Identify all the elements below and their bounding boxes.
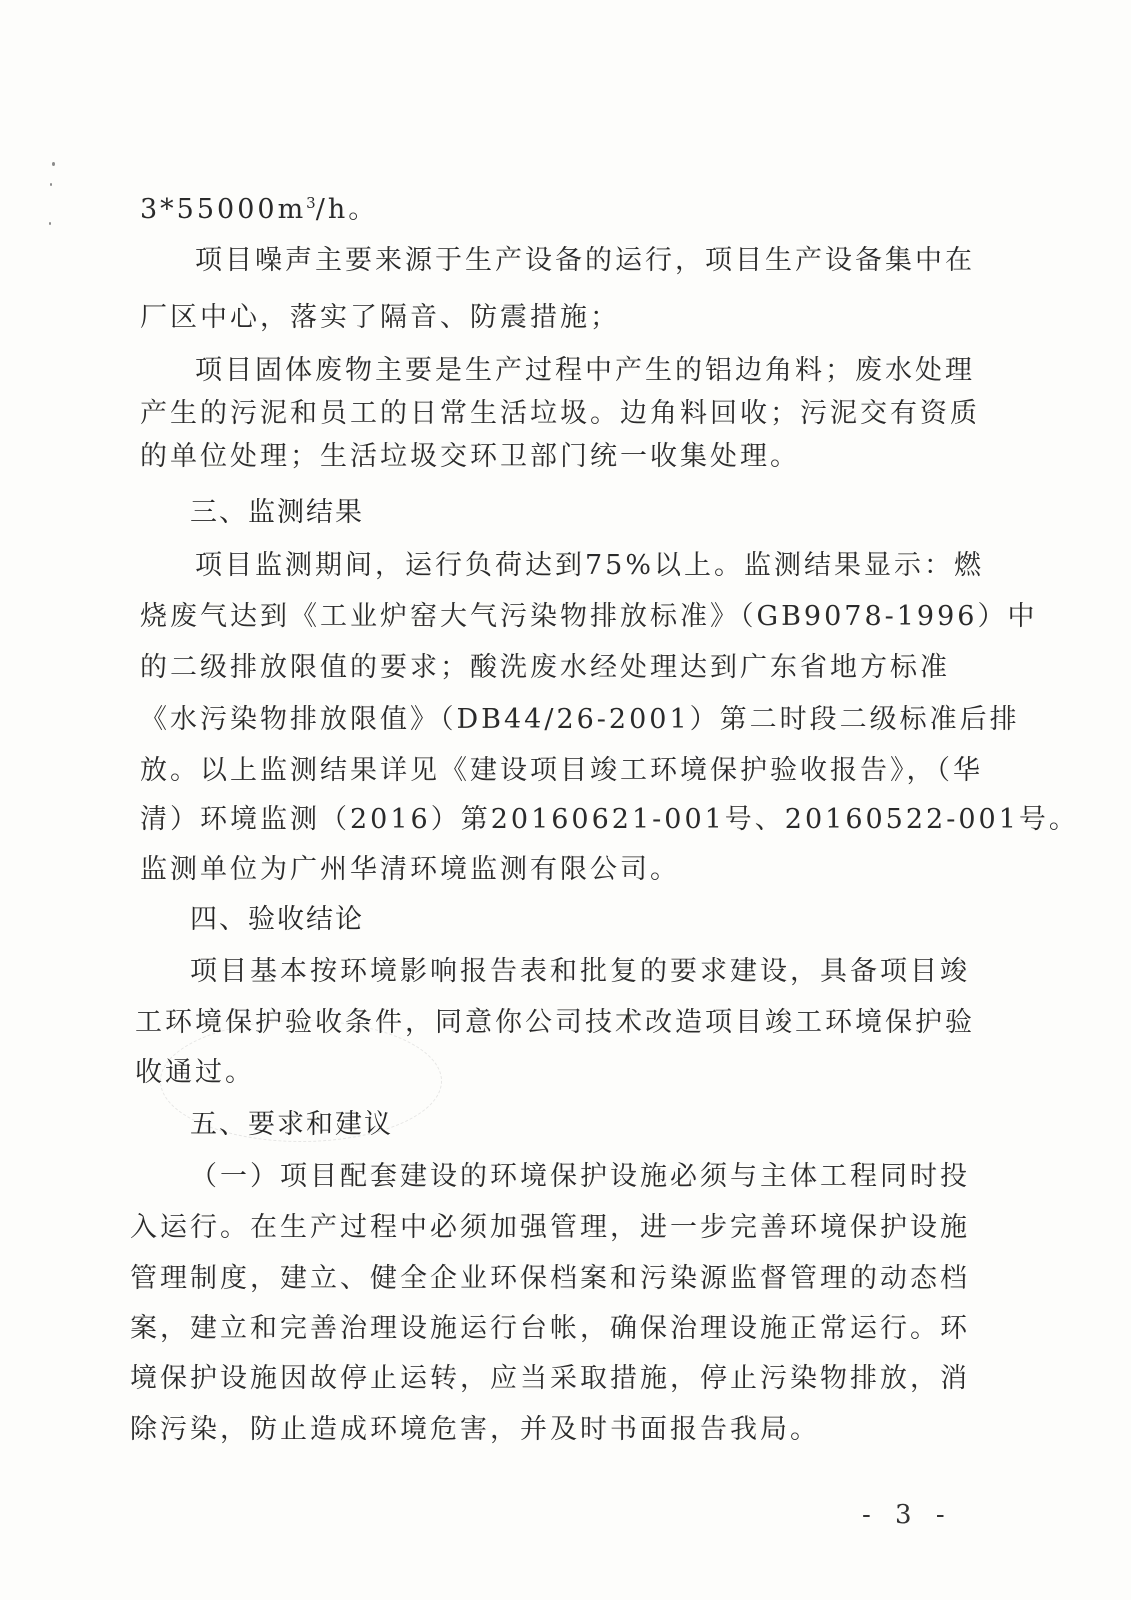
section-heading-acceptance-conclusion: 四、验收结论: [190, 904, 364, 935]
body-line: 烧废气达到《工业炉窑大气污染物排放标准》（GB9078-1996）中: [140, 601, 1038, 632]
body-line: 产生的污泥和员工的日常生活垃圾。边角料回收；污泥交有资质: [140, 398, 980, 429]
body-line: 《水污染物排放限值》（DB44/26-2001）第二时段二级标准后排: [140, 704, 1020, 735]
body-line: 入运行。在生产过程中必须加强管理，进一步完善环境保护设施: [130, 1212, 970, 1243]
body-line: 项目基本按环境影响报告表和批复的要求建设，具备项目竣: [190, 956, 970, 987]
body-line: 项目固体废物主要是生产过程中产生的铝边角料；废水处理: [195, 355, 975, 386]
section-heading-monitoring-results: 三、监测结果: [190, 497, 364, 528]
body-line: 境保护设施因故停止运转，应当采取措施，停止污染物排放，消: [130, 1363, 970, 1394]
body-line: （一）项目配套建设的环境保护设施必须与主体工程同时投: [190, 1161, 970, 1192]
body-line: 的单位处理；生活垃圾交环卫部门统一收集处理。: [140, 441, 800, 472]
section-heading-requirements: 五、要求和建议: [190, 1109, 393, 1140]
body-line: 工环境保护验收条件，同意你公司技术改造项目竣工环境保护验: [135, 1007, 975, 1038]
body-line: 放。以上监测结果详见《建设项目竣工环境保护验收报告》，（华: [140, 755, 983, 786]
body-line: 除污染，防止造成环境危害，并及时书面报告我局。: [130, 1414, 820, 1445]
scan-speck: [49, 222, 51, 225]
body-line: [140, 186, 940, 227]
page-number: - 3 -: [862, 1500, 953, 1530]
flow-rate-value: 3*55000m: [140, 194, 307, 225]
body-line: 案，建立和完善治理设施运行台帐，确保治理设施正常运行。环: [130, 1313, 970, 1344]
body-line: 的二级排放限值的要求；酸洗废水经处理达到广东省地方标准: [140, 652, 950, 683]
flow-rate-exponent: 3: [306, 194, 316, 212]
flow-rate-unit: /h。: [315, 194, 379, 225]
scan-speck: [52, 162, 55, 166]
body-line: 项目监测期间，运行负荷达到75%以上。监测结果显示：燃: [195, 550, 985, 581]
scan-speck: [50, 183, 52, 186]
body-line: 管理制度，建立、健全企业环保档案和污染源监督管理的动态档: [130, 1263, 970, 1294]
body-line: 清）环境监测（2016）第20160621-001号、20160522-001号。: [140, 804, 1079, 835]
body-line: 厂区中心，落实了隔音、防震措施；: [140, 302, 620, 333]
body-line: 监测单位为广州华清环境监测有限公司。: [140, 854, 680, 885]
body-line: 项目噪声主要来源于生产设备的运行，项目生产设备集中在: [195, 245, 975, 276]
body-line: 收通过。: [135, 1057, 255, 1088]
